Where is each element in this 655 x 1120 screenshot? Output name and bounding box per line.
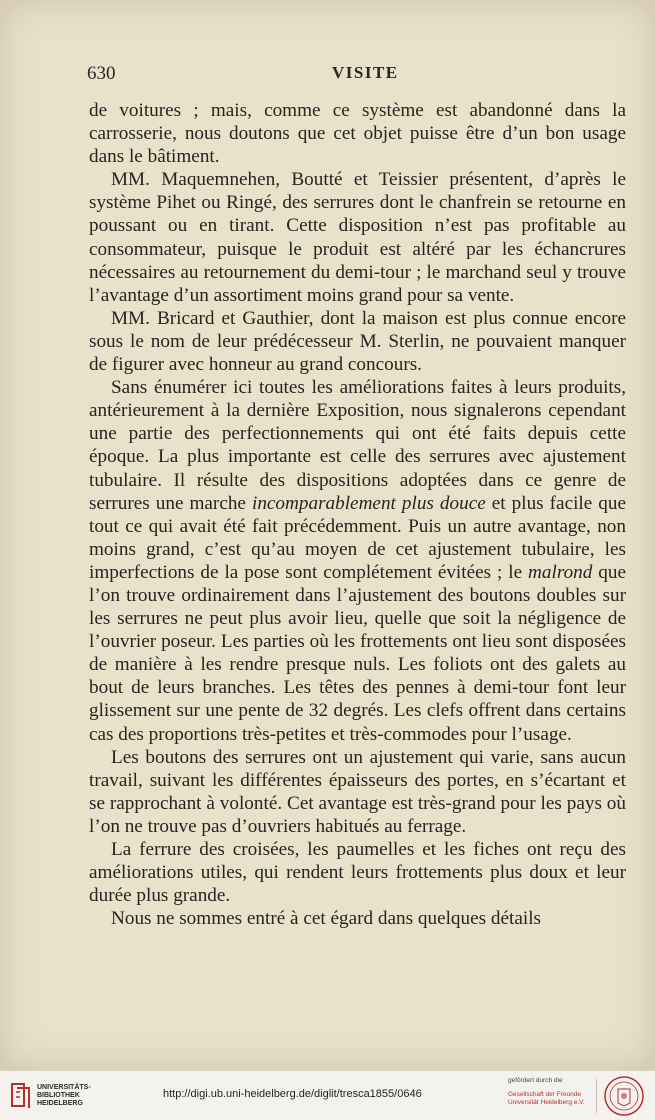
- page-number: 630: [87, 63, 116, 84]
- university-seal-icon: [603, 1075, 645, 1117]
- running-head: [87, 63, 625, 87]
- library-name: UNIVERSITÄTS- BIBLIOTHEK HEIDELBERG: [37, 1084, 91, 1107]
- italic-term: malrond: [528, 561, 593, 583]
- body-text: [89, 99, 626, 930]
- paragraph: MM. Bricard et Gauthier, dont la maison est plus connue encore sous le nom de leur prédécesseur M. Sterlin, ne pouvaient manquer de figurer avec honneur au grand concours.: [89, 307, 626, 376]
- permalink-link[interactable]: http://digi.ub.uni-heidelberg.de/diglit/tresca1855/0646: [163, 1088, 422, 1100]
- running-title: VISITE: [332, 63, 399, 82]
- paragraph: de voitures ; mais, comme ce système est abandonné dans la carrosserie, nous doutons que cet objet puisse être d’un bon usage dans le bâtiment.: [89, 100, 626, 168]
- sponsor-name: Gesellschaft der Freunde Universität Heidelberg e.V.: [508, 1091, 585, 1106]
- paragraph: Les boutons des serrures ont un ajustement qui varie, sans aucun travail, suivant les différentes épaisseurs des portes, en s’écartant et se rapprochant à volonté. Cet avantage est très-grand pour les pays où l’on ne trouve pas d’ouvriers habitués au ferrage.: [89, 746, 626, 837]
- paragraph: MM. Maquemnehen, Boutté et Teissier présentent, d’après le système Pihet ou Ringé, des serrures dont le chanfrein se retourne en poussant ou en tirant. Cette disposition n’est pas profitable au consommateur, puisque le produit est altéré par les échancrures nécessaires au retournement du demi-tour ; le marchand seul y trouve l’avantage d’un assortiment moins grand pour sa vente.: [89, 169, 626, 306]
- paragraph: Sans énumérer ici toutes les améliorations faites à leurs produits, antérieurement à la dernière Exposition, nous signalerons cependant une partie des perfectionnements qui ont été faits depuis cette époque. La plus importante est celle des serrures avec ajustement tubulaire. Il résulte des dispositions adoptées dans ce genre de serrures une marche incomparablement plus douce et plus facile que tout ce qui avait été fait précédemment. Puis un autre avantage, non moins grand, c’est qu’au moyen de cet ajustement tubulaire, les imperfections de la pose sont complétement évitées ; le malrond que l’on trouve ordinairement dans l’ajustement des boutons doubles sur les serrures ne peut plus avoir lieu, quelle que soit la négligence de l’ouvrier poseur. Les parties où les frottements ont lieu sont disposées de manière à les rendre presque nuls. Les foliots ont des galets au bout de leurs branches. Les têtes des pennes à demi-tour font leur glissement sur une pente de 32 degrés. Les clefs offrent dans certains cas des proportions très-petites et très-commodes pour l’usage.: [89, 377, 626, 745]
- italic-phrase: incomparablement plus douce: [251, 492, 486, 514]
- footer-divider: [596, 1079, 597, 1113]
- library-logo-icon: [8, 1080, 34, 1110]
- paragraph: La ferrure des croisées, les paumelles et les fiches ont reçu des améliorations utiles, qui rendent leurs frottements plus doux et leur durée plus grande.: [89, 839, 626, 907]
- sponsor-label: gefördert durch die: [508, 1077, 563, 1084]
- viewer-footer: [0, 1070, 655, 1120]
- paragraph: Nous ne sommes entré à cet égard dans quelques détails: [111, 908, 541, 930]
